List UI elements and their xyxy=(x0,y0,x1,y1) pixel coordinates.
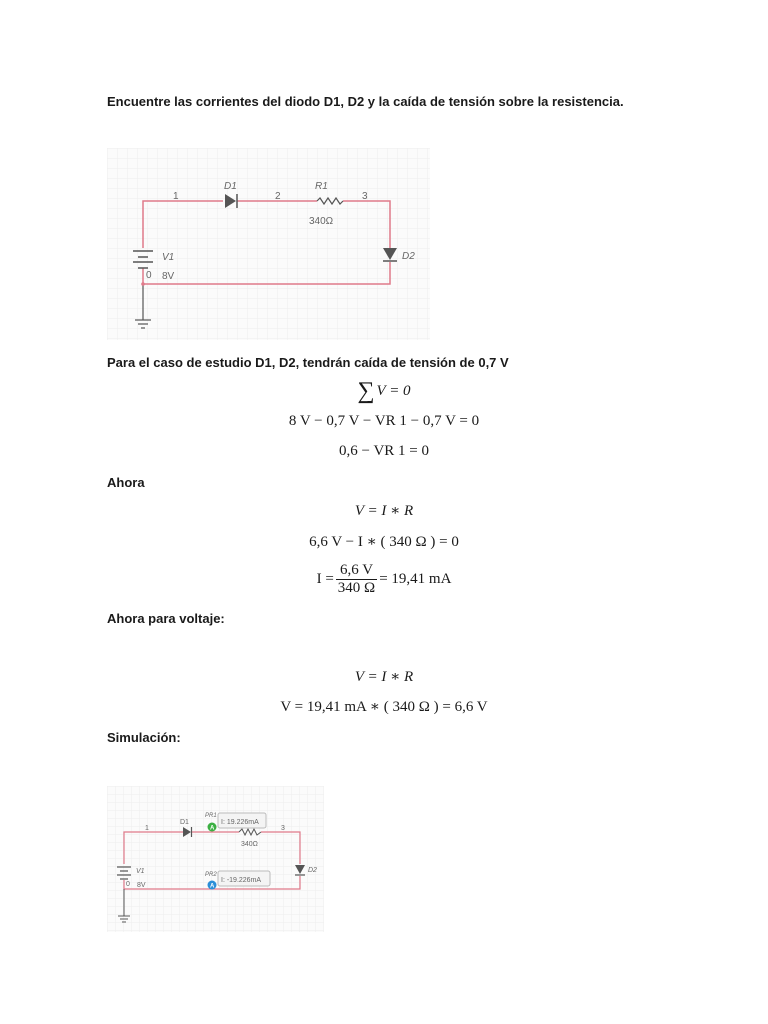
heading-simulacion: Simulación: xyxy=(107,730,181,745)
sim-node-label-1: 1 xyxy=(145,825,149,832)
label-d2: D2 xyxy=(402,251,415,262)
label-v1: V1 xyxy=(162,252,175,263)
node-label-3: 3 xyxy=(362,191,368,202)
fraction-rhs: = 19,41 mA xyxy=(379,570,452,587)
circuit-diagram xyxy=(107,148,430,340)
probe-pr1-letter: A xyxy=(210,825,215,832)
equation-current-setup: 6,6 V − I ∗ ( 340 Ω ) = 0 xyxy=(309,534,459,550)
equation-vr1: 0,6 − VR 1 = 0 xyxy=(339,443,429,459)
sim-label-d2: D2 xyxy=(308,867,317,874)
probe-pr1-reading: I: 19.226mA xyxy=(221,819,259,826)
equation-voltage-result: V = 19,41 mA ∗ ( 340 Ω ) = 6,6 V xyxy=(280,699,488,715)
label-v1-value: 8V xyxy=(162,271,175,282)
label-d1: D1 xyxy=(224,181,237,192)
label-r1-value: 340Ω xyxy=(309,216,334,227)
fraction xyxy=(336,562,377,597)
probe-pr2-letter: A xyxy=(210,883,215,890)
sim-node-label-3: 3 xyxy=(281,825,285,832)
node-label-1: 1 xyxy=(173,191,179,202)
case-statement: Para el caso de estudio D1, D2, tendrán caída de tensión de 0,7 V xyxy=(107,355,509,370)
sim-label-v1-zero: 0 xyxy=(126,881,130,888)
equation-ohms-law-text: V = I ∗ R xyxy=(354,503,414,519)
fraction-lhs: I = xyxy=(316,570,334,587)
node-label-2: 2 xyxy=(275,191,281,202)
heading-ahora: Ahora xyxy=(107,475,145,490)
fraction-denominator: 340 Ω xyxy=(337,580,376,596)
simulation-diagram xyxy=(107,786,324,932)
sim-label-v1-value: 8V xyxy=(137,882,146,889)
label-r1: R1 xyxy=(315,181,328,192)
probe-pr2-reading: I: -19.226mA xyxy=(221,877,262,884)
label-v1-zero: 0 xyxy=(146,270,152,281)
sim-label-pr2: PR2 xyxy=(205,872,217,878)
junction-node xyxy=(141,282,145,286)
problem-statement: Encuentre las corrientes del diodo D1, D2 y la caída de tensión sobre la resistencia. xyxy=(107,94,624,109)
equation-ohms-law-2 xyxy=(0,667,768,686)
summation-symbol: ∑ xyxy=(357,378,375,404)
sim-label-v1: V1 xyxy=(136,868,145,875)
equation-current-result xyxy=(0,562,768,597)
equation-ohms-law-2-text: V = I ∗ R xyxy=(354,669,414,685)
sim-label-r1-value: 340Ω xyxy=(241,841,258,848)
equation-ohms-law xyxy=(0,501,768,520)
equation-kvl-sum xyxy=(0,378,768,405)
sim-label-d1: D1 xyxy=(180,819,189,826)
heading-ahora-voltaje: Ahora para voltaje: xyxy=(107,611,225,626)
equation-kvl-sum-text: V = 0 xyxy=(376,383,411,399)
fraction-numerator: 6,6 V xyxy=(336,562,377,580)
equation-kvl-expanded: 8 V − 0,7 V − VR 1 − 0,7 V = 0 xyxy=(288,413,480,429)
sim-label-pr1: PR1 xyxy=(205,813,217,819)
